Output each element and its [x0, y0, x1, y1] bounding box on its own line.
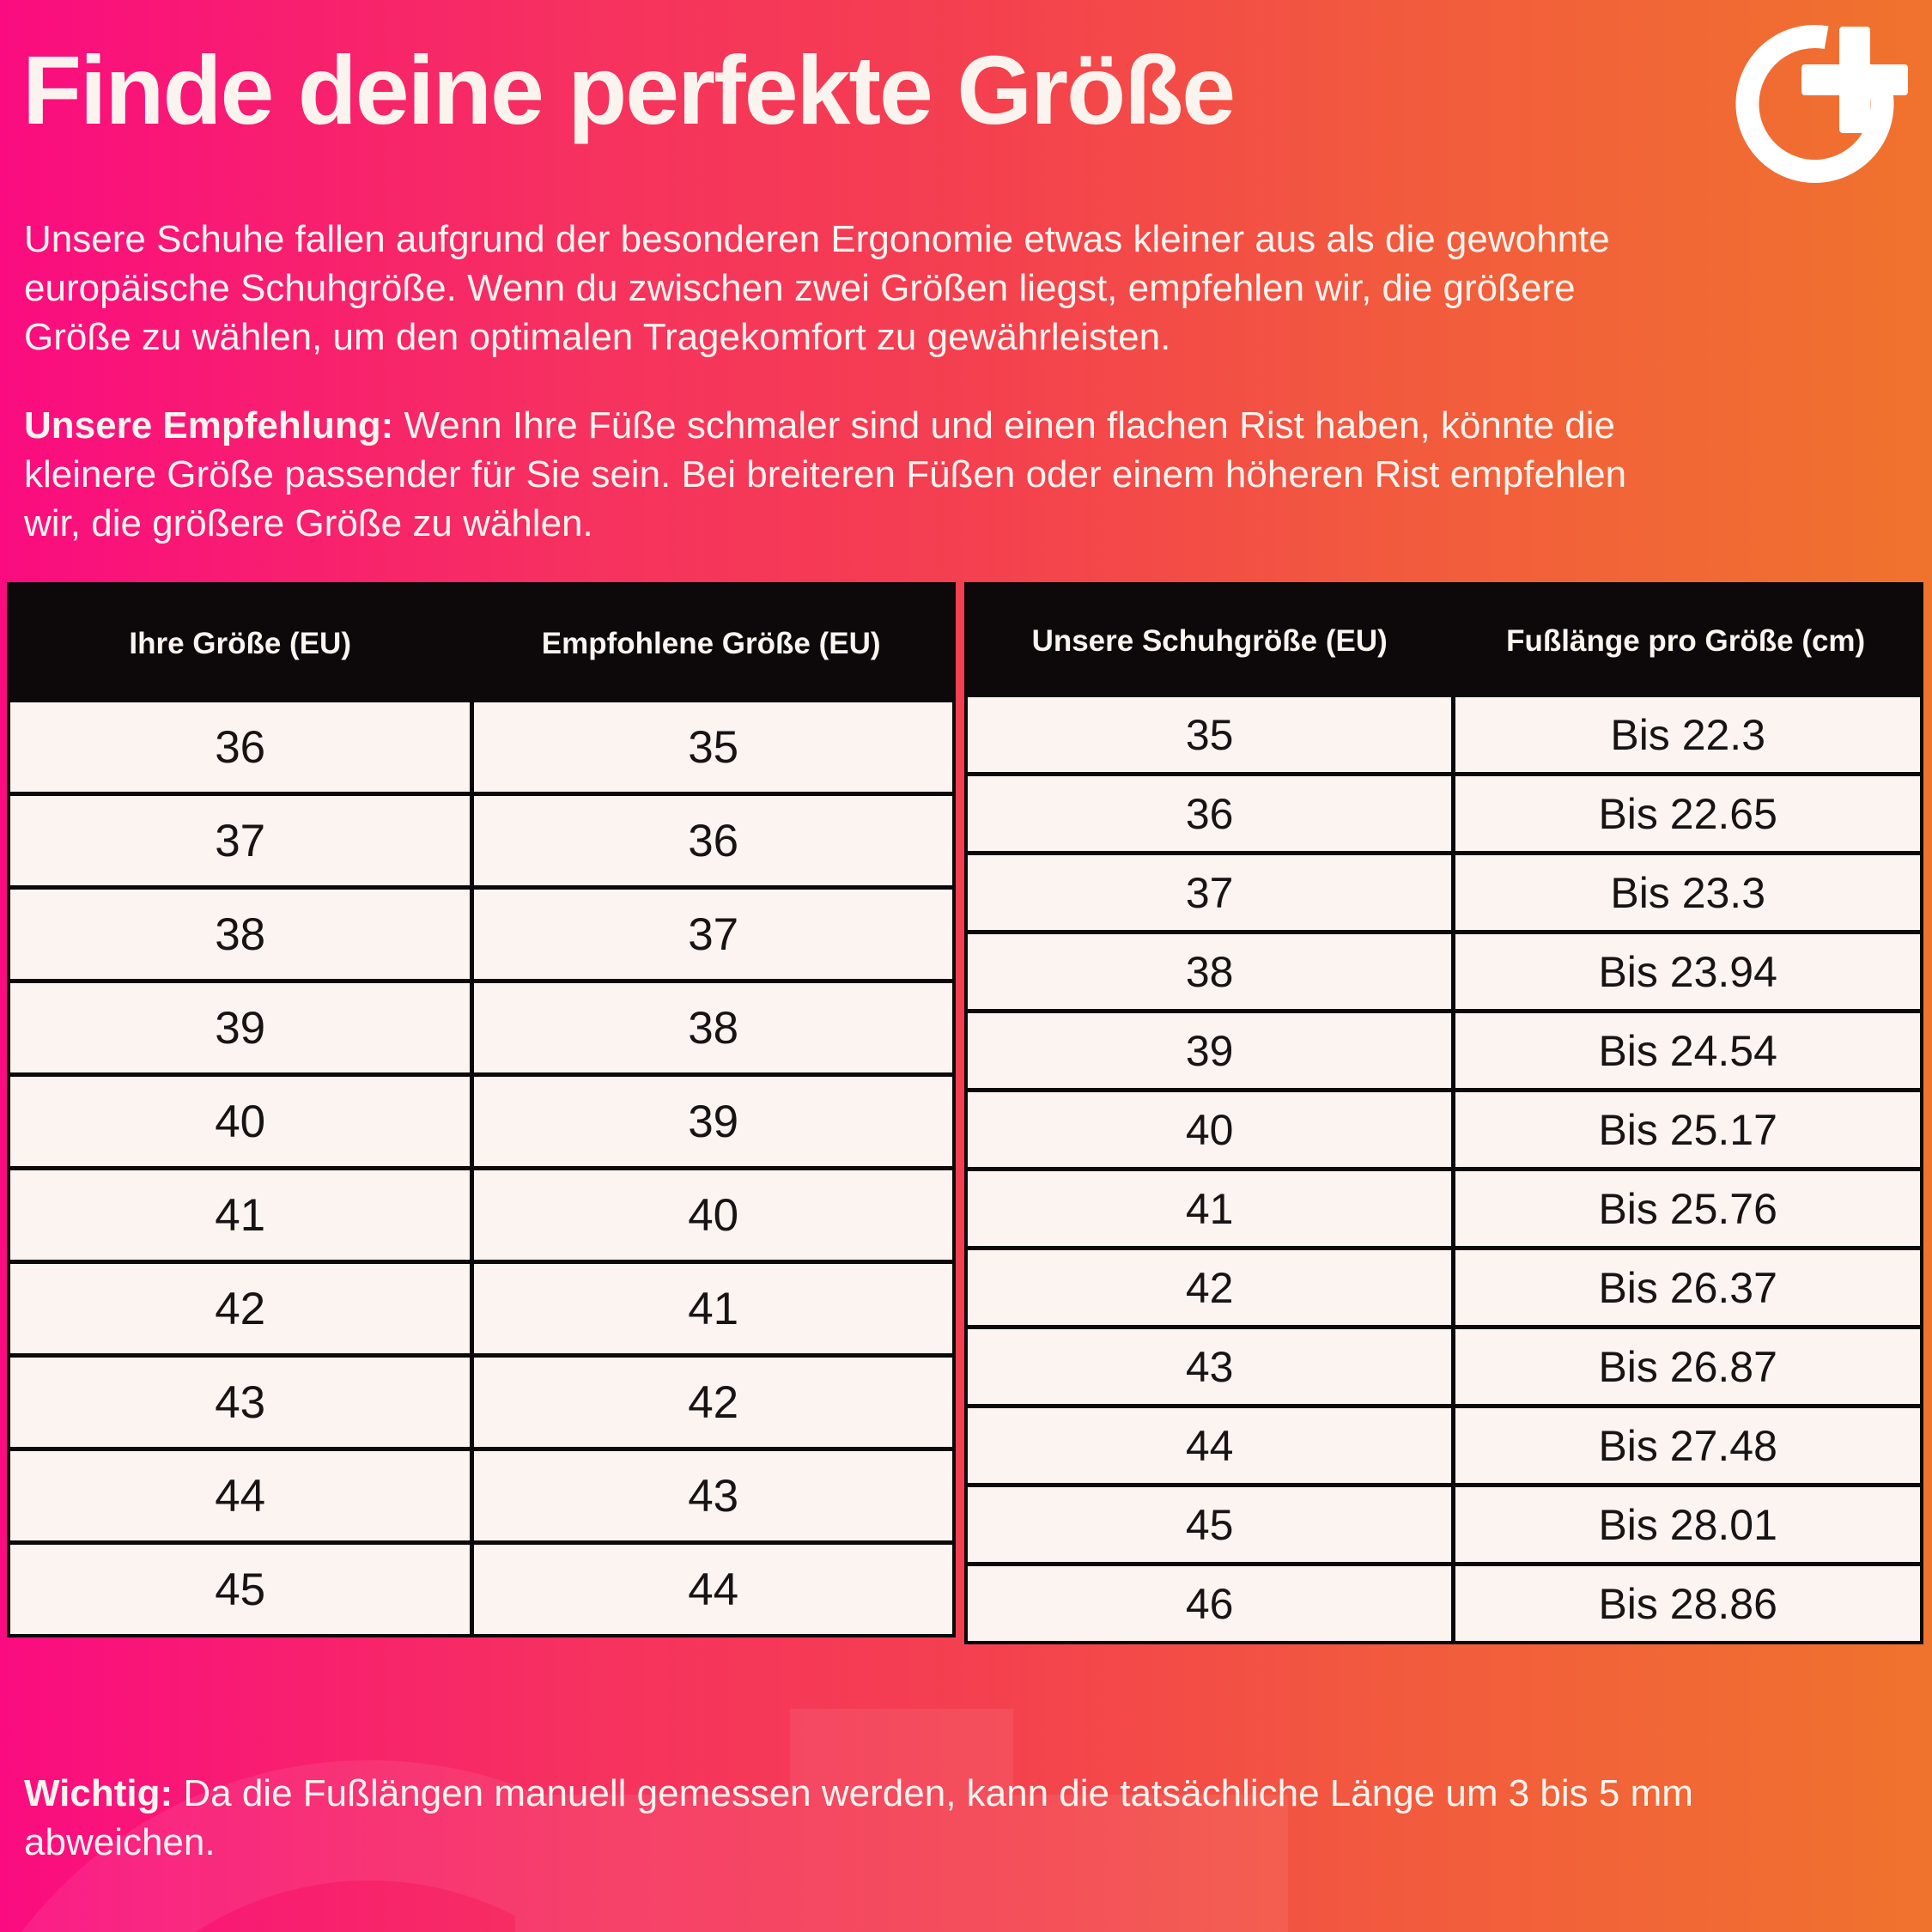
- table-cell: Bis 28.01: [1455, 1487, 1920, 1562]
- table-cell: 46: [968, 1566, 1451, 1641]
- table-row: [10, 890, 952, 979]
- table-cell: Bis 24.54: [1455, 1013, 1920, 1088]
- table-cell: 37: [474, 890, 952, 979]
- table-cell: 38: [474, 983, 952, 1072]
- table-cell: 39: [10, 983, 470, 1072]
- table-cell: 36: [968, 776, 1451, 851]
- table-row: [968, 855, 1920, 930]
- table-cell: Bis 22.3: [1455, 697, 1920, 772]
- table-cell: Bis 27.48: [1455, 1408, 1920, 1483]
- column-header: Unsere Schuhgröße (EU): [1031, 624, 1388, 658]
- table-row: [968, 1092, 1920, 1167]
- table-cell: Bis 25.17: [1455, 1092, 1920, 1167]
- table-cell: 42: [968, 1250, 1451, 1325]
- table-cell: 37: [968, 855, 1451, 930]
- table-cell: 40: [474, 1170, 952, 1260]
- table-row: [10, 1451, 952, 1540]
- page-title: Finde deine perfekte Größe: [22, 36, 1235, 144]
- recommendation-line: kleinere Größe passender für Sie sein. Bei breiteren Füßen oder einem höheren Rist empfehlen: [24, 453, 1627, 495]
- table-cell: 41: [474, 1264, 952, 1353]
- table-cell: 38: [968, 934, 1451, 1009]
- table-row: [10, 1358, 952, 1447]
- table-row: [968, 1487, 1920, 1562]
- recommendation-paragraph: [24, 401, 1626, 548]
- table-cell: 36: [474, 796, 952, 885]
- footer-line: abweichen.: [24, 1821, 216, 1863]
- table-cell: 35: [968, 697, 1451, 772]
- table-cell: 44: [968, 1408, 1451, 1483]
- table-row: [968, 934, 1920, 1009]
- recommendation-line: wir, die größere Größe zu wählen.: [24, 502, 593, 544]
- table-cell: 43: [968, 1329, 1451, 1404]
- table-row: [968, 1566, 1920, 1641]
- table-cell: 43: [474, 1451, 952, 1540]
- table-cell: 41: [10, 1170, 470, 1260]
- table-cell: 39: [968, 1013, 1451, 1088]
- intro-line: Größe zu wählen, um den optimalen Tragekomfort zu gewährleisten.: [24, 316, 1171, 358]
- table-cell: 39: [474, 1077, 952, 1166]
- table-cell: 42: [10, 1264, 470, 1353]
- table-cell: Bis 25.76: [1455, 1171, 1920, 1246]
- table-cell: 38: [10, 890, 470, 979]
- intro-paragraph: [24, 215, 1610, 361]
- intro-line: Unsere Schuhe fallen aufgrund der besonderen Ergonomie etwas kleiner aus als die gewohnte: [24, 218, 1610, 260]
- table-row: [10, 1264, 952, 1353]
- footer-text: Da die Fußlängen manuell gemessen werden, kann die tatsächliche Länge um 3 bis 5 mm: [173, 1772, 1693, 1814]
- table-cell: 37: [10, 796, 470, 885]
- table-row: [968, 697, 1920, 772]
- footer-line: [24, 1769, 1693, 1818]
- table-header-row: [10, 586, 952, 702]
- table-body: [10, 702, 952, 1634]
- table-row: [968, 1250, 1920, 1325]
- recommendation-label: Unsere Empfehlung:: [24, 404, 394, 447]
- table-cell: 42: [474, 1358, 952, 1447]
- table-cell: Bis 26.37: [1455, 1250, 1920, 1325]
- table-cell: 43: [10, 1358, 470, 1447]
- table-cell: 40: [10, 1077, 470, 1166]
- footer-label: Wichtig:: [24, 1772, 173, 1814]
- table-row: [10, 983, 952, 1072]
- column-header: Fußlänge pro Größe (cm): [1506, 624, 1866, 658]
- table-cell: 45: [968, 1487, 1451, 1562]
- foot-length-table: [964, 582, 1923, 1644]
- column-header: Empfohlene Größe (EU): [541, 627, 881, 660]
- table-header-row: [968, 586, 1920, 697]
- table-cell: Bis 22.65: [1455, 776, 1920, 851]
- table-cell: Bis 26.87: [1455, 1329, 1920, 1404]
- footer-note: [24, 1769, 1693, 1867]
- table-cell: 41: [968, 1171, 1451, 1246]
- table-row: [968, 776, 1920, 851]
- table-body: [968, 697, 1920, 1641]
- table-cell: 36: [10, 702, 470, 792]
- table-cell: Bis 23.3: [1455, 855, 1920, 930]
- table-row: [968, 1013, 1920, 1088]
- table-row: [10, 702, 952, 792]
- table-row: [10, 1545, 952, 1634]
- recommendation-text: Wenn Ihre Füße schmaler sind und einen flachen Rist haben, könnte die: [393, 404, 1615, 447]
- intro-line: europäische Schuhgröße. Wenn du zwischen zwei Größen liegst, empfehlen wir, die größere: [24, 267, 1576, 309]
- table-cell: 40: [968, 1092, 1451, 1167]
- table-row: [968, 1329, 1920, 1404]
- table-cell: Bis 23.94: [1455, 934, 1920, 1009]
- recommendation-line: [24, 401, 1626, 450]
- table-cell: 45: [10, 1545, 470, 1634]
- table-cell: 44: [474, 1545, 952, 1634]
- table-row: [10, 1170, 952, 1260]
- table-row: [968, 1408, 1920, 1483]
- table-row: [10, 796, 952, 885]
- table-cell: Bis 28.86: [1455, 1566, 1920, 1641]
- circle-plus-logo-icon: [1704, 7, 1932, 220]
- column-header: Ihre Größe (EU): [129, 627, 351, 660]
- table-row: [10, 1077, 952, 1166]
- table-row: [968, 1171, 1920, 1246]
- table-cell: 44: [10, 1451, 470, 1540]
- table-cell: 35: [474, 702, 952, 792]
- size-conversion-table: [7, 582, 956, 1637]
